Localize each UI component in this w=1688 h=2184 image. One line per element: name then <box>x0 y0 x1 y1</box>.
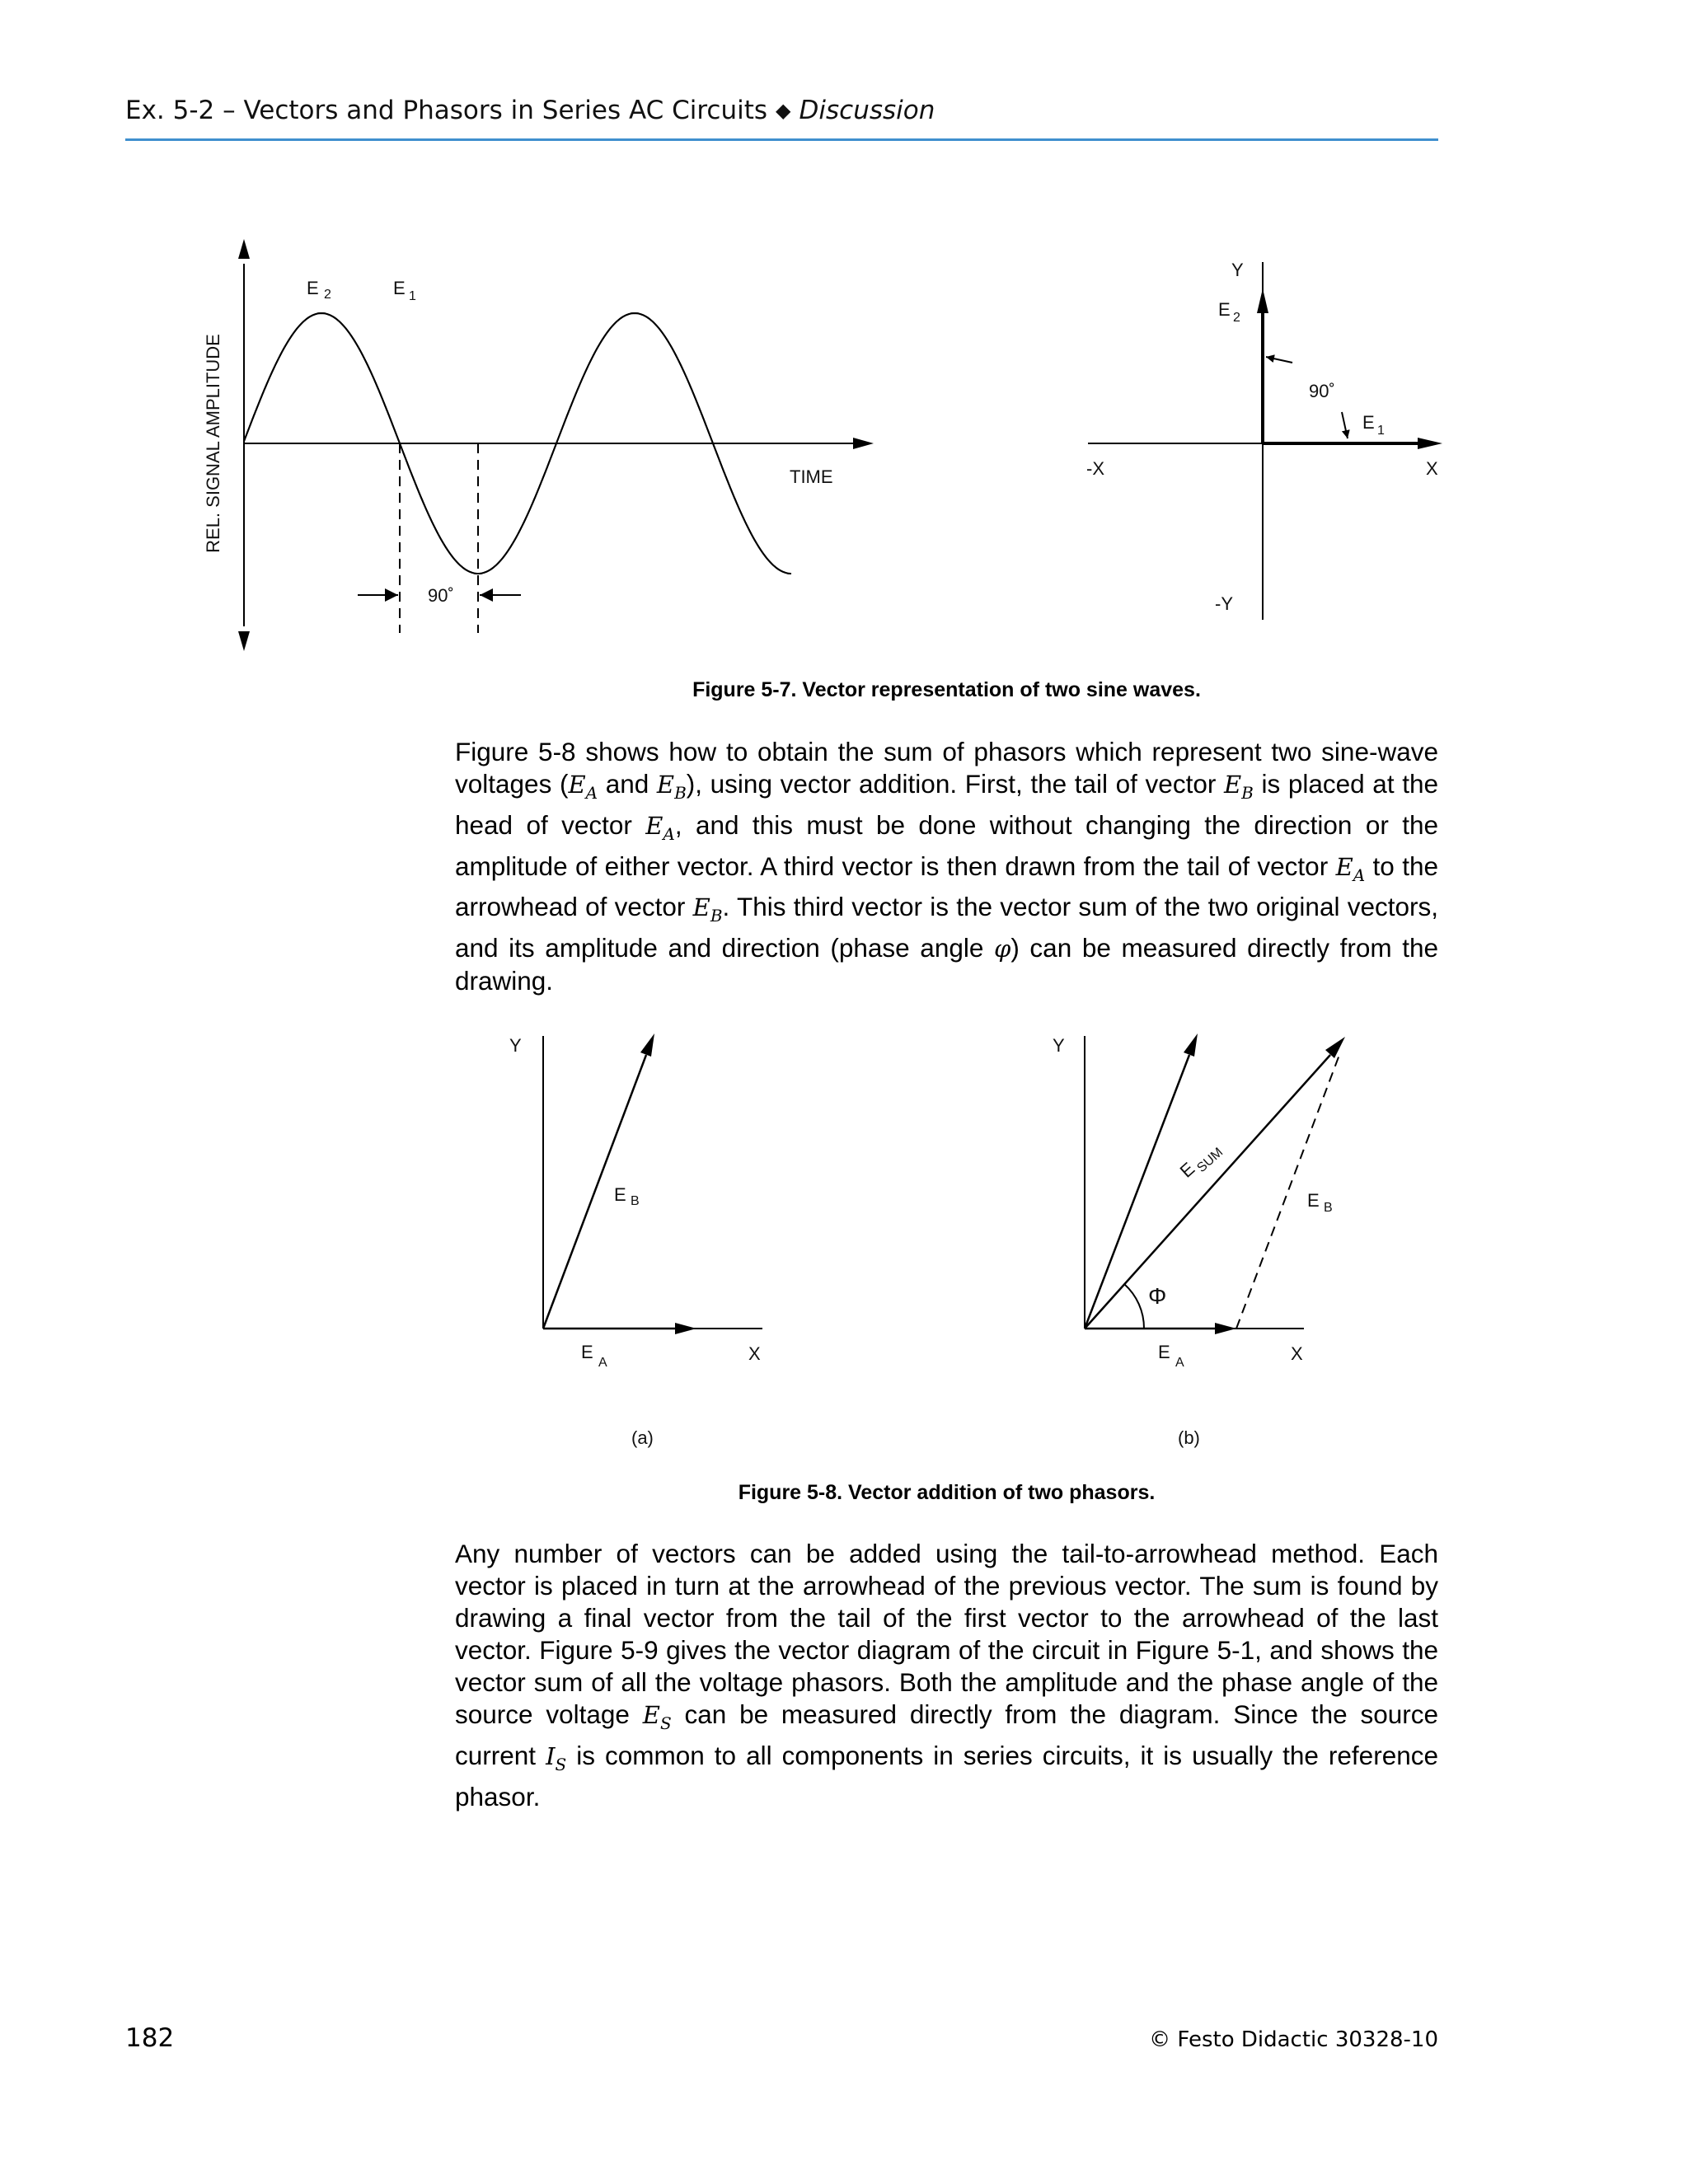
vector-e2-label: E <box>1218 299 1231 320</box>
panel-b-eb-original-arrowhead <box>1184 1033 1198 1057</box>
math-eb: $E_B$ <box>692 893 723 926</box>
panel-b-vector-eb-original <box>1085 1055 1189 1329</box>
para1-text-3: ), using vector addition. First, the tail of vector <box>686 769 1224 799</box>
panel-b-ea-label-sub: A <box>1175 1356 1184 1370</box>
vector-e2-label-sub: 2 <box>1233 311 1240 325</box>
panel-b-ea-label: E <box>1158 1342 1170 1362</box>
panel-a-eb-label: E <box>614 1184 626 1205</box>
panel-b-vector-eb-shifted <box>1236 1055 1339 1329</box>
angle-arrow-lower <box>1342 412 1348 438</box>
para1-text-4: is placed at the head of vector <box>455 769 1438 840</box>
vector-y-pos-label: Y <box>1231 260 1244 280</box>
panel-b-phi-label: Φ <box>1148 1283 1167 1309</box>
panel-b-caption: (b) <box>1178 1427 1200 1448</box>
para2-text-3: is common to all components in series circuits, it is usually the reference phasor. <box>455 1740 1438 1811</box>
para2-text-2: can be measured directly from the diagram. Since the source current <box>455 1699 1438 1770</box>
vector-e2-arrowhead <box>1257 288 1268 313</box>
panel-a-x-label: X <box>748 1343 761 1364</box>
panel-a-ea-label: E <box>581 1342 593 1362</box>
para1-text-2: and <box>598 769 657 799</box>
amplitude-axis-label: REL. SIGNAL AMPLITUDE <box>203 334 223 553</box>
panel-b-esum-label-sub: SUM <box>1194 1145 1226 1176</box>
panel-a-vector-eb <box>543 1055 646 1329</box>
figure-5-7-caption: Figure 5-7. Vector representation of two sine waves. <box>692 678 1201 701</box>
wave-e2-label-sub: 2 <box>324 288 331 302</box>
para1-text-5: , and this must be done without changing the direction or the amplitude of either vector. A third vector is then drawn from the tail of vector <box>455 809 1438 881</box>
wave-e2-label: E <box>307 278 319 298</box>
panel-a-eb-label-sub: B <box>631 1194 640 1208</box>
panel-b-esum-arrowhead <box>1325 1037 1345 1058</box>
panel-b-eb-label: E <box>1307 1190 1320 1211</box>
sine-wave-plot <box>203 239 874 651</box>
phase-label: 90˚ <box>428 585 454 606</box>
para1-text-1: Figure 5-8 shows how to obtain the sum of phasors which represent two sine-wave voltages ( <box>455 737 1438 799</box>
para2-text-1: Any number of vectors can be added using the tail-to-arrowhead method. Each vector is placed in turn at the arrowhead of the previous vector. The sum is found by drawing a final vector from the tail of the first vector to the arrowhead of the last vector. Figure 5-9 gives the vector diagram of the circuit in Figure 5-1, and shows the vector sum of all the voltage phasors. Both the amplitude and the phase angle of the source voltage <box>455 1539 1438 1729</box>
amplitude-axis-up-arrow <box>238 239 250 259</box>
paragraph-tail-to-arrowhead <box>455 1538 1438 1813</box>
math-es: $E_S$ <box>642 1701 672 1733</box>
math-eb: $E_B$ <box>656 771 687 803</box>
angle-arrow-upper <box>1266 357 1292 363</box>
amplitude-axis-down-arrow <box>238 631 250 651</box>
panel-b-phase-arc <box>1124 1284 1144 1329</box>
paragraph-phasor-sum <box>455 736 1438 997</box>
vector-y-neg-label: -Y <box>1215 593 1233 614</box>
panel-a-ea-arrowhead <box>675 1323 696 1334</box>
vector-e1-arrowhead <box>1418 438 1442 449</box>
wave-e1-label: E <box>393 278 406 298</box>
para1-text-7: . This third vector is the vector sum of the two original vectors, and its amplitude and direction (phase angle <box>455 892 1438 963</box>
time-axis-label: TIME <box>790 466 833 487</box>
panel-a-eb-arrowhead <box>640 1033 654 1057</box>
panel-a-ea-label-sub: A <box>598 1356 607 1370</box>
math-is: $I_S$ <box>546 1741 567 1774</box>
panel-b-eb-label-sub: B <box>1324 1201 1333 1215</box>
vector-x-pos-label: X <box>1426 458 1438 479</box>
header-exercise-title: Ex. 5-2 – Vectors and Phasors in Series AC Circuits <box>125 96 768 125</box>
header-section: Discussion <box>799 96 935 125</box>
math-phi: φ <box>994 935 1011 963</box>
math-ea: $E_A$ <box>568 771 598 803</box>
panel-b-esum-label: E <box>1175 1158 1199 1182</box>
panel-b-vector-esum <box>1085 1055 1330 1329</box>
vector-e1-label: E <box>1362 412 1375 433</box>
math-ea: $E_A$ <box>1335 852 1366 885</box>
vector-x-neg-label: -X <box>1086 458 1104 479</box>
panel-b-y-label: Y <box>1053 1035 1065 1056</box>
footer-copyright: © Festo Didactic 30328-10 <box>1149 2027 1438 2052</box>
panel-a-y-label: Y <box>509 1035 522 1056</box>
para1-text-8: ) can be measured directly from the drawing. <box>455 933 1438 996</box>
math-ea: $E_A$ <box>645 811 675 844</box>
panel-b-diagram <box>1053 1033 1345 1448</box>
vector-diagram-5-7 <box>1086 260 1442 620</box>
vector-e1-label-sub: 1 <box>1377 424 1385 438</box>
wave-e1-label-sub: 1 <box>409 289 416 303</box>
panel-a-diagram <box>509 1033 762 1448</box>
time-axis-arrow <box>853 438 874 449</box>
panel-b-ea-arrowhead <box>1215 1323 1236 1334</box>
panel-a-caption: (a) <box>631 1427 654 1448</box>
para1-text-6: to the arrowhead of vector <box>455 851 1438 922</box>
page-number: 182 <box>125 2023 175 2053</box>
vector-angle-label: 90˚ <box>1309 381 1335 401</box>
panel-b-x-label: X <box>1291 1343 1303 1364</box>
math-eb: $E_B$ <box>1223 771 1254 803</box>
figure-5-8-caption: Figure 5-8. Vector addition of two phasors. <box>738 1481 1156 1504</box>
diamond-icon: ◆ <box>776 99 791 122</box>
